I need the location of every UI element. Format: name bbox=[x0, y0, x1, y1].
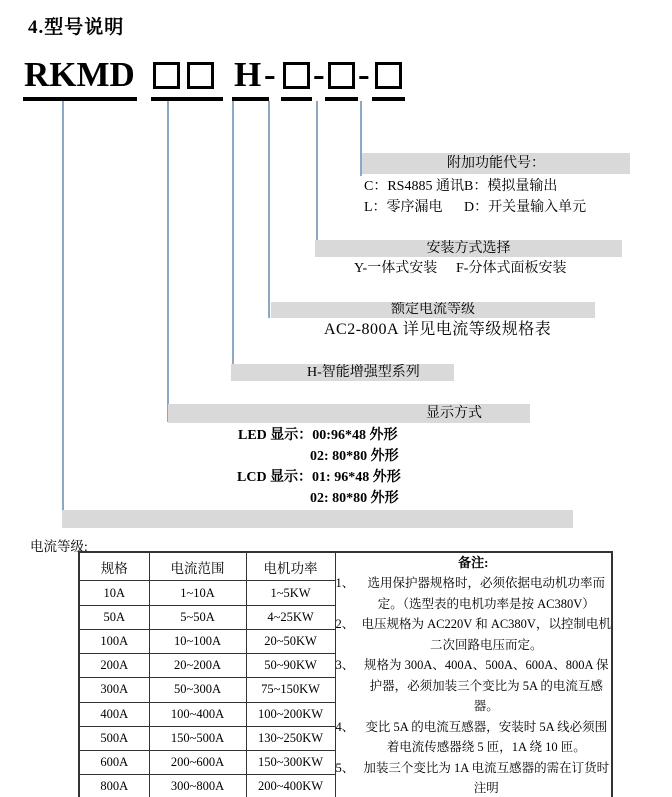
spec-cell: 75~150KW bbox=[246, 678, 335, 702]
model-dash: - bbox=[358, 55, 370, 94]
connector-line-series bbox=[232, 101, 234, 380]
spec-cell: 100A bbox=[79, 629, 149, 653]
spec-cell: 300~800A bbox=[149, 775, 246, 797]
notes-list bbox=[336, 573, 612, 797]
underline-segment bbox=[372, 97, 405, 101]
note-item bbox=[336, 573, 612, 614]
label-bar-additional-functions: 附加功能代号： bbox=[362, 153, 630, 174]
label-bar-series: H-智能增强型系列 bbox=[231, 364, 454, 381]
spec-cell: 4~25KW bbox=[246, 605, 335, 629]
spec-cell: 200A bbox=[79, 654, 149, 678]
spec-cell: 200~400KW bbox=[246, 775, 335, 797]
spec-cell: 1~5KW bbox=[246, 581, 335, 605]
note-number: 3、 bbox=[335, 658, 355, 672]
spec-cell: 50~90KW bbox=[246, 654, 335, 678]
note-text: 加装三个变比为 1A 电流互感器的需在订货时注明 bbox=[363, 760, 610, 795]
underline-segment bbox=[23, 97, 137, 101]
model-series-letter: H bbox=[234, 55, 262, 94]
installation-option-f: F-分体式面板安装 bbox=[456, 261, 567, 276]
note-text: 电压规格为 AC220V 和 AC380V，以控制电机二次回路电压而定。 bbox=[361, 617, 611, 652]
spec-cell: 10~100A bbox=[149, 629, 246, 653]
installation-option-y: Y-一体式安装 bbox=[354, 261, 438, 276]
display-mode-line-led: LED 显示：00:96*48 外形 bbox=[238, 428, 398, 443]
spec-cell: 600A bbox=[79, 750, 149, 774]
note-item bbox=[336, 758, 612, 797]
underline-segment bbox=[325, 97, 358, 101]
note-text: 变比 5A 的电流互感器，安装时 5A 线必须围着电流传感器绕 5 匝，1A 绕 10 匝。 bbox=[365, 719, 608, 754]
spec-cell: 150~300KW bbox=[246, 750, 335, 774]
note-number: 4、 bbox=[335, 719, 355, 734]
label-bar-bottom bbox=[62, 510, 573, 528]
display-mode-line-lcd: LCD 显示：01: 96*48 外形 bbox=[237, 470, 401, 485]
spec-cell: 10A bbox=[79, 581, 149, 605]
spec-header-motor-power: 电机功率 bbox=[246, 552, 335, 581]
spec-cell: 1~10A bbox=[149, 581, 246, 605]
note-text: 选用保护器规格时，必须依据电动机功率而定。（选型表的电机功率是按 AC380V） bbox=[367, 576, 605, 611]
additional-function-code-b: B：模拟量输出 bbox=[464, 179, 558, 194]
spec-cell: 5~50A bbox=[149, 605, 246, 629]
note-item bbox=[336, 717, 612, 758]
connector-line-installation bbox=[316, 101, 318, 257]
note-text: 规格为 300A、400A、500A、600A、800A 保护器，必须加装三个变比为 5A 的电流互感器。 bbox=[364, 658, 609, 713]
spec-header-spec: 规格 bbox=[79, 552, 149, 581]
spec-cell: 20~200A bbox=[149, 654, 246, 678]
underline-segment bbox=[232, 97, 269, 101]
underline-segment bbox=[151, 97, 223, 101]
spec-header-row bbox=[79, 552, 612, 581]
spec-cell: 300A bbox=[79, 678, 149, 702]
spec-table bbox=[78, 551, 613, 797]
spec-cell: 130~250KW bbox=[246, 726, 335, 750]
connector-line-display-size bbox=[62, 101, 64, 528]
spec-cell: 800A bbox=[79, 775, 149, 797]
display-mode-line-led2: 02: 80*80 外形 bbox=[310, 449, 399, 464]
current-level-label: 电流等级: bbox=[30, 539, 88, 554]
model-brand: RKMD bbox=[24, 55, 135, 94]
label-bar-installation: 安装方式选择 bbox=[315, 240, 622, 257]
label-bar-display-mode: 显示方式 bbox=[168, 404, 530, 423]
additional-function-code-l: L：零序漏电 bbox=[364, 200, 443, 215]
model-placeholder-box bbox=[187, 62, 214, 89]
model-placeholder-box bbox=[283, 62, 310, 89]
spec-cell: 50~300A bbox=[149, 678, 246, 702]
spec-cell: 100~200KW bbox=[246, 702, 335, 726]
spec-cell: 50A bbox=[79, 605, 149, 629]
model-placeholder-box bbox=[328, 62, 355, 89]
rated-current-note: AC2-800A 详见电流等级规格表 bbox=[324, 321, 552, 338]
note-item bbox=[336, 655, 612, 717]
model-dash: - bbox=[264, 55, 276, 94]
spec-cell: 200~600A bbox=[149, 750, 246, 774]
spec-cell: 100~400A bbox=[149, 702, 246, 726]
spec-table-container bbox=[78, 551, 613, 797]
underline-segment bbox=[281, 97, 312, 101]
note-item bbox=[336, 614, 612, 655]
note-number: 1、 bbox=[335, 576, 355, 590]
note-number: 2、 bbox=[335, 617, 355, 631]
spec-cell: 400A bbox=[79, 702, 149, 726]
additional-function-code-d: D：开关量输入单元 bbox=[464, 200, 587, 215]
model-dash: - bbox=[313, 55, 325, 94]
model-placeholder-box bbox=[153, 62, 180, 89]
note-number: 5、 bbox=[335, 760, 355, 775]
spec-header-current-range: 电流范围 bbox=[149, 552, 246, 581]
connector-line-display-mode bbox=[167, 101, 169, 422]
section-heading: 4.型号说明 bbox=[28, 17, 125, 38]
additional-function-code-c: C：RS4885 通讯 bbox=[364, 179, 464, 194]
notes-cell bbox=[335, 552, 612, 797]
label-bar-rated-current: 额定电流等级 bbox=[271, 302, 595, 318]
spec-cell: 20~50KW bbox=[246, 629, 335, 653]
model-placeholder-box bbox=[375, 62, 402, 89]
connector-line-rated-current bbox=[268, 101, 270, 318]
display-mode-line-lcd2: 02: 80*80 外形 bbox=[310, 491, 399, 506]
spec-cell: 500A bbox=[79, 726, 149, 750]
notes-title: 备注: bbox=[458, 555, 489, 570]
spec-cell: 150~500A bbox=[149, 726, 246, 750]
